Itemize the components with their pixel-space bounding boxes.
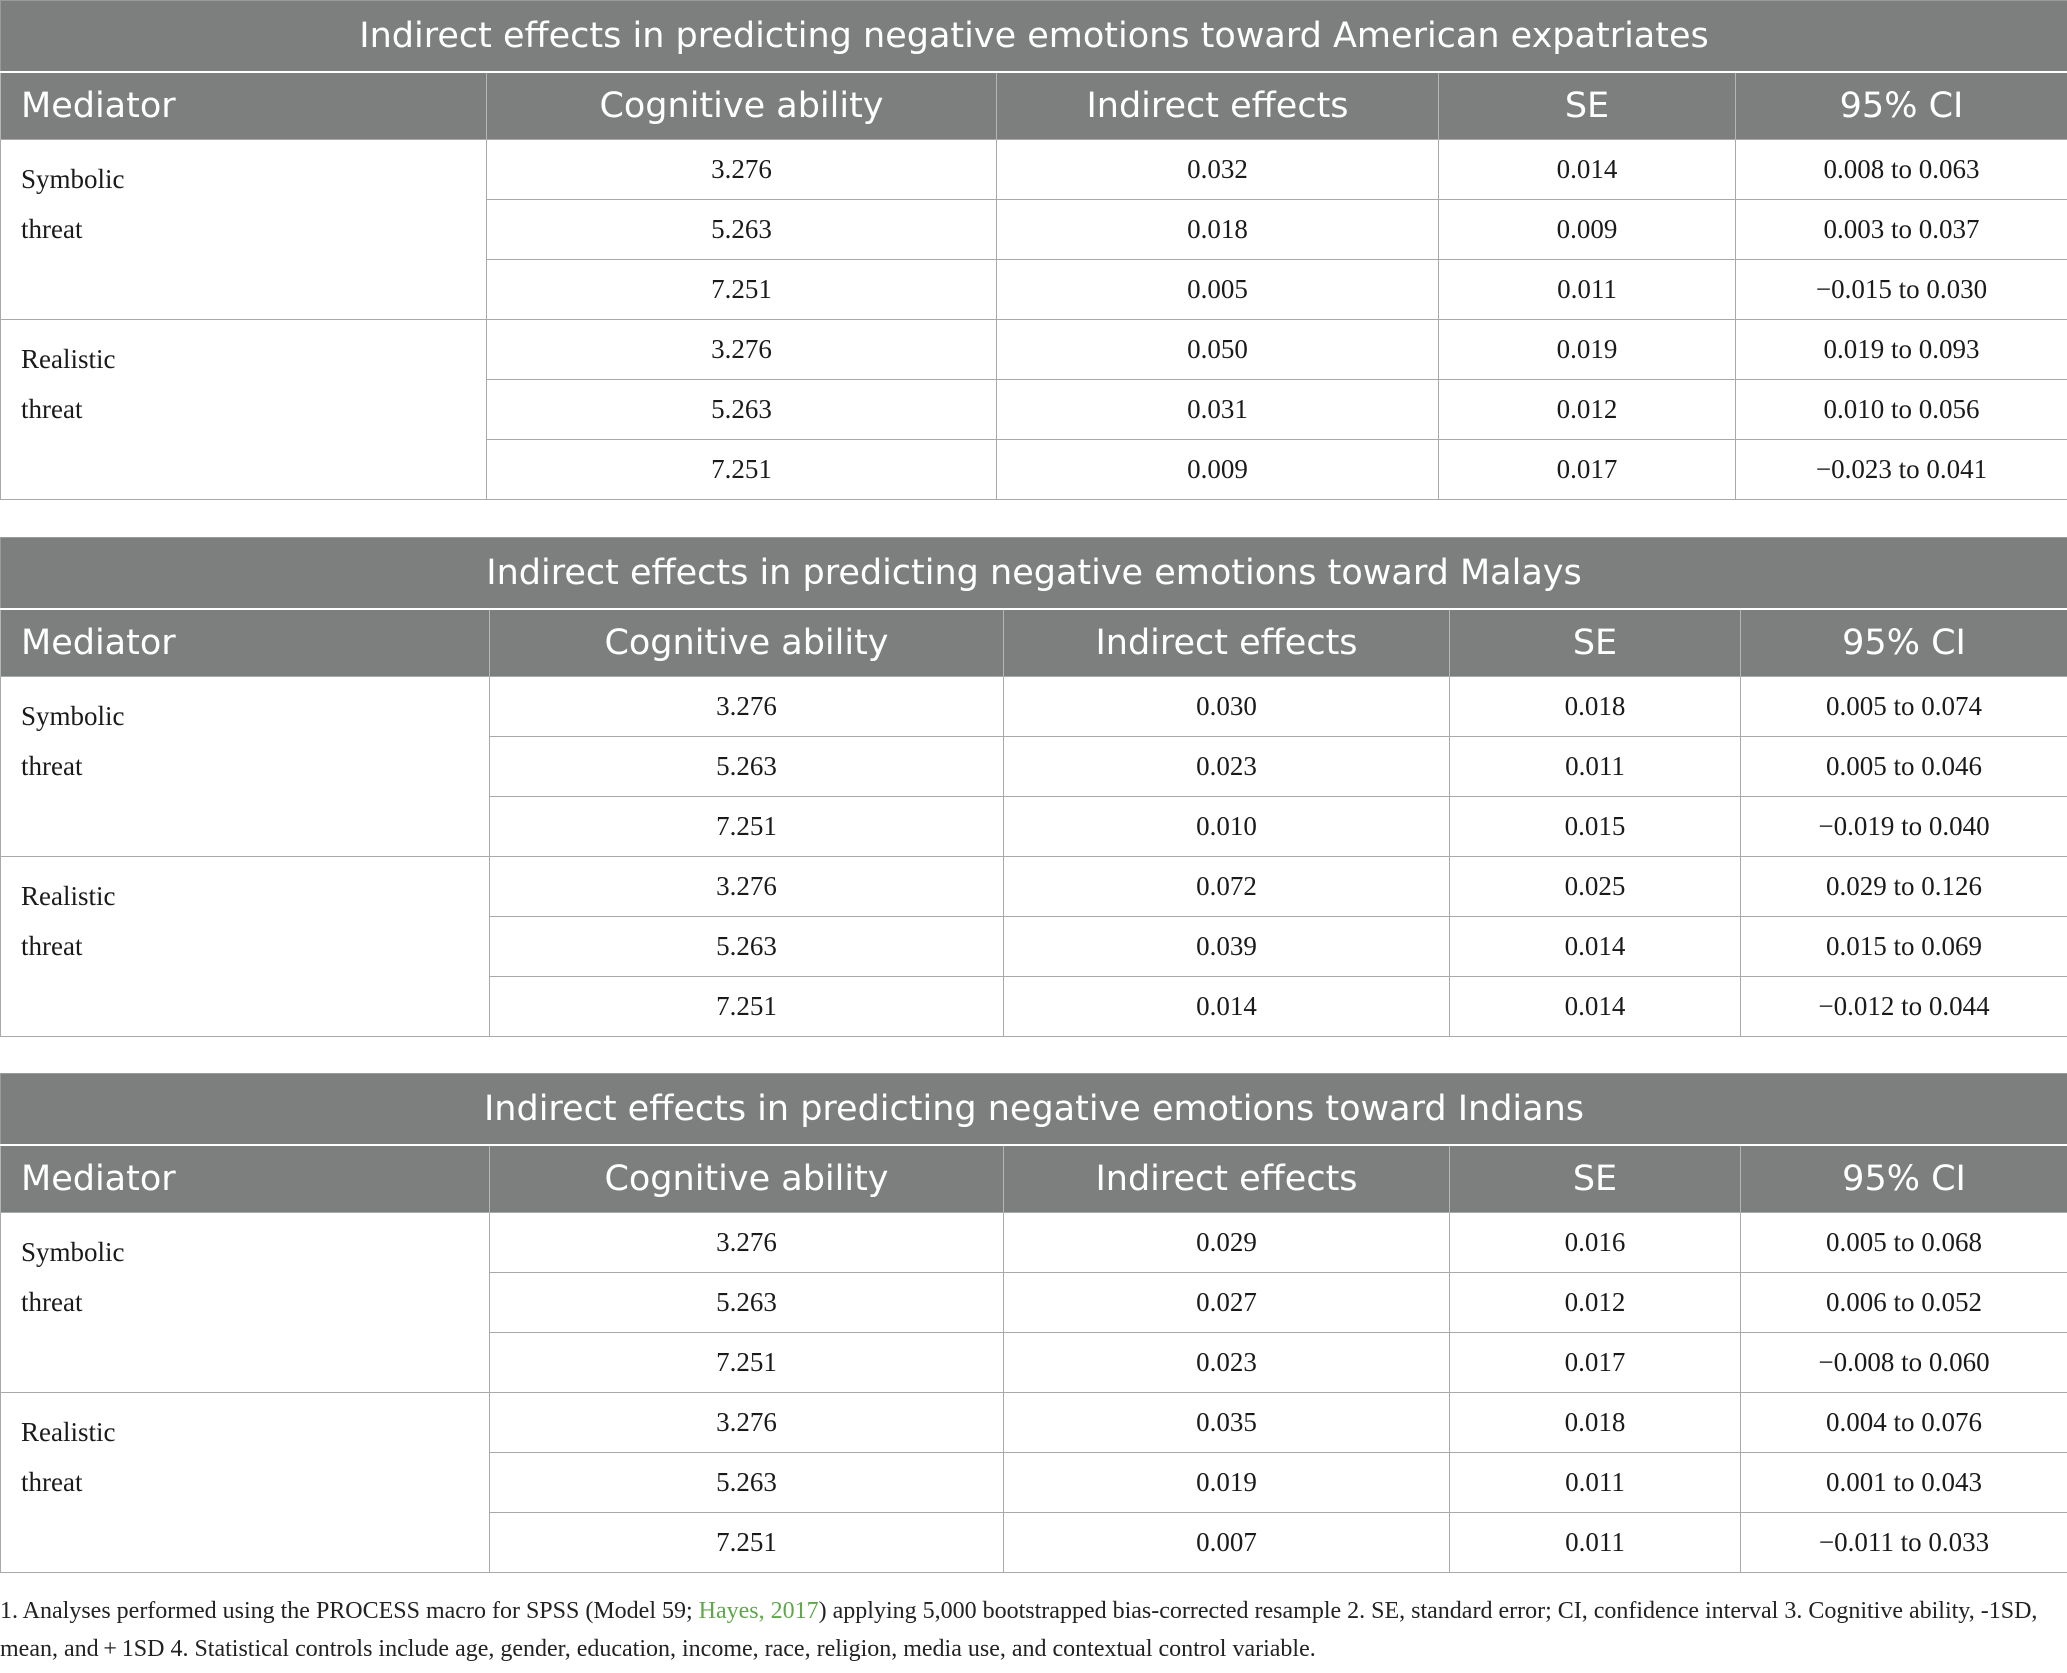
table-row xyxy=(1,1393,2067,1453)
cell-indirect-effect: 0.023 xyxy=(1004,1333,1450,1393)
cell-95-ci: −0.008 to 0.060 xyxy=(1741,1333,2067,1393)
results-table xyxy=(0,537,2067,1037)
cell-cognitive-ability: 3.276 xyxy=(490,1213,1004,1273)
header-indirect-effects: Indirect effects xyxy=(997,72,1439,140)
table-malays xyxy=(0,537,2067,1037)
cell-indirect-effect: 0.014 xyxy=(1004,977,1450,1037)
mediator-cell: Realistic threat xyxy=(1,1393,490,1573)
cell-indirect-effect: 0.050 xyxy=(997,320,1439,380)
cell-indirect-effect: 0.032 xyxy=(997,140,1439,200)
cell-95-ci: 0.008 to 0.063 xyxy=(1736,140,2067,200)
cell-95-ci: −0.023 to 0.041 xyxy=(1736,440,2067,500)
cell-se: 0.017 xyxy=(1450,1333,1741,1393)
header-cognitive-ability: Cognitive ability xyxy=(490,1145,1004,1213)
cell-95-ci: −0.012 to 0.044 xyxy=(1741,977,2067,1037)
cell-95-ci: 0.001 to 0.043 xyxy=(1741,1453,2067,1513)
cell-indirect-effect: 0.029 xyxy=(1004,1213,1450,1273)
cell-95-ci: 0.005 to 0.046 xyxy=(1741,737,2067,797)
header-mediator: Mediator xyxy=(1,1145,490,1213)
mediator-cell: Realistic threat xyxy=(1,857,490,1037)
cell-se: 0.012 xyxy=(1439,380,1736,440)
cell-cognitive-ability: 5.263 xyxy=(490,917,1004,977)
table-indians xyxy=(0,1073,2067,1573)
footnote-text-end: ) applying 5,000 bootstrapped bias-corrected resample 2. SE, standard error; CI, confidence interval 3. Cognitive ability, -1SD, mean, and + 1SD 4. Statistical controls include age, gender, education, income, race, religion, media use, and contextual control variable. xyxy=(0,1598,2038,1662)
cell-se: 0.025 xyxy=(1450,857,1741,917)
cell-se: 0.014 xyxy=(1450,977,1741,1037)
table-row xyxy=(1,320,2067,380)
cell-95-ci: 0.019 to 0.093 xyxy=(1736,320,2067,380)
table-american-expatriates xyxy=(0,0,2067,500)
cell-indirect-effect: 0.035 xyxy=(1004,1393,1450,1453)
table-title: Indirect effects in predicting negative emotions toward Indians xyxy=(1,1074,2067,1146)
cell-95-ci: −0.019 to 0.040 xyxy=(1741,797,2067,857)
results-table xyxy=(0,0,2067,500)
cell-indirect-effect: 0.019 xyxy=(1004,1453,1450,1513)
header-se: SE xyxy=(1439,72,1736,140)
mediator-cell: Symbolic threat xyxy=(1,677,490,857)
cell-indirect-effect: 0.027 xyxy=(1004,1273,1450,1333)
cell-cognitive-ability: 7.251 xyxy=(490,977,1004,1037)
cell-cognitive-ability: 3.276 xyxy=(490,1393,1004,1453)
cell-cognitive-ability: 5.263 xyxy=(490,737,1004,797)
cell-se: 0.011 xyxy=(1450,1513,1741,1573)
table-row xyxy=(1,677,2067,737)
cell-cognitive-ability: 5.263 xyxy=(487,380,997,440)
cell-95-ci: 0.003 to 0.037 xyxy=(1736,200,2067,260)
cell-cognitive-ability: 7.251 xyxy=(490,1333,1004,1393)
cell-95-ci: 0.010 to 0.056 xyxy=(1736,380,2067,440)
cell-95-ci: −0.011 to 0.033 xyxy=(1741,1513,2067,1573)
header-row xyxy=(1,72,2067,140)
table-row xyxy=(1,140,2067,200)
cell-cognitive-ability: 3.276 xyxy=(490,857,1004,917)
mediator-cell: Symbolic threat xyxy=(1,140,487,320)
table-title: Indirect effects in predicting negative emotions toward Malays xyxy=(1,538,2067,610)
cell-cognitive-ability: 7.251 xyxy=(487,260,997,320)
header-indirect-effects: Indirect effects xyxy=(1004,609,1450,677)
cell-se: 0.012 xyxy=(1450,1273,1741,1333)
cell-se: 0.011 xyxy=(1439,260,1736,320)
cell-se: 0.019 xyxy=(1439,320,1736,380)
cell-95-ci: 0.015 to 0.069 xyxy=(1741,917,2067,977)
footnote-text-start: 1. Analyses performed using the PROCESS macro for SPSS (Model 59; xyxy=(0,1598,699,1624)
cell-indirect-effect: 0.023 xyxy=(1004,737,1450,797)
cell-indirect-effect: 0.005 xyxy=(997,260,1439,320)
header-row xyxy=(1,1145,2067,1213)
cell-se: 0.014 xyxy=(1450,917,1741,977)
cell-se: 0.016 xyxy=(1450,1213,1741,1273)
cell-se: 0.015 xyxy=(1450,797,1741,857)
header-mediator: Mediator xyxy=(1,72,487,140)
header-indirect-effects: Indirect effects xyxy=(1004,1145,1450,1213)
header-95-ci: 95% CI xyxy=(1736,72,2067,140)
cell-indirect-effect: 0.010 xyxy=(1004,797,1450,857)
table-row xyxy=(1,857,2067,917)
mediator-cell: Realistic threat xyxy=(1,320,487,500)
cell-indirect-effect: 0.018 xyxy=(997,200,1439,260)
header-se: SE xyxy=(1450,1145,1741,1213)
cell-95-ci: 0.029 to 0.126 xyxy=(1741,857,2067,917)
cell-se: 0.017 xyxy=(1439,440,1736,500)
header-se: SE xyxy=(1450,609,1741,677)
cell-95-ci: 0.005 to 0.068 xyxy=(1741,1213,2067,1273)
footnote-reference-link[interactable]: Hayes, 2017 xyxy=(698,1598,819,1624)
header-mediator: Mediator xyxy=(1,609,490,677)
cell-se: 0.018 xyxy=(1450,1393,1741,1453)
table-row xyxy=(1,1213,2067,1273)
cell-cognitive-ability: 7.251 xyxy=(490,797,1004,857)
header-95-ci: 95% CI xyxy=(1741,1145,2067,1213)
cell-95-ci: 0.006 to 0.052 xyxy=(1741,1273,2067,1333)
header-cognitive-ability: Cognitive ability xyxy=(490,609,1004,677)
header-95-ci: 95% CI xyxy=(1741,609,2067,677)
cell-indirect-effect: 0.007 xyxy=(1004,1513,1450,1573)
cell-indirect-effect: 0.009 xyxy=(997,440,1439,500)
cell-cognitive-ability: 3.276 xyxy=(487,140,997,200)
cell-cognitive-ability: 3.276 xyxy=(487,320,997,380)
cell-indirect-effect: 0.030 xyxy=(1004,677,1450,737)
cell-se: 0.014 xyxy=(1439,140,1736,200)
cell-se: 0.011 xyxy=(1450,737,1741,797)
cell-cognitive-ability: 5.263 xyxy=(490,1453,1004,1513)
cell-indirect-effect: 0.039 xyxy=(1004,917,1450,977)
cell-indirect-effect: 0.031 xyxy=(997,380,1439,440)
results-table xyxy=(0,1073,2067,1573)
cell-cognitive-ability: 5.263 xyxy=(490,1273,1004,1333)
mediator-cell: Symbolic threat xyxy=(1,1213,490,1393)
cell-95-ci: 0.005 to 0.074 xyxy=(1741,677,2067,737)
cell-se: 0.009 xyxy=(1439,200,1736,260)
cell-cognitive-ability: 7.251 xyxy=(490,1513,1004,1573)
header-row xyxy=(1,609,2067,677)
cell-cognitive-ability: 5.263 xyxy=(487,200,997,260)
cell-indirect-effect: 0.072 xyxy=(1004,857,1450,917)
cell-95-ci: −0.015 to 0.030 xyxy=(1736,260,2067,320)
cell-cognitive-ability: 3.276 xyxy=(490,677,1004,737)
table-footnote xyxy=(0,1592,2060,1668)
table-title: Indirect effects in predicting negative emotions toward American expatriates xyxy=(1,1,2067,73)
cell-se: 0.018 xyxy=(1450,677,1741,737)
header-cognitive-ability: Cognitive ability xyxy=(487,72,997,140)
cell-95-ci: 0.004 to 0.076 xyxy=(1741,1393,2067,1453)
cell-se: 0.011 xyxy=(1450,1453,1741,1513)
cell-cognitive-ability: 7.251 xyxy=(487,440,997,500)
